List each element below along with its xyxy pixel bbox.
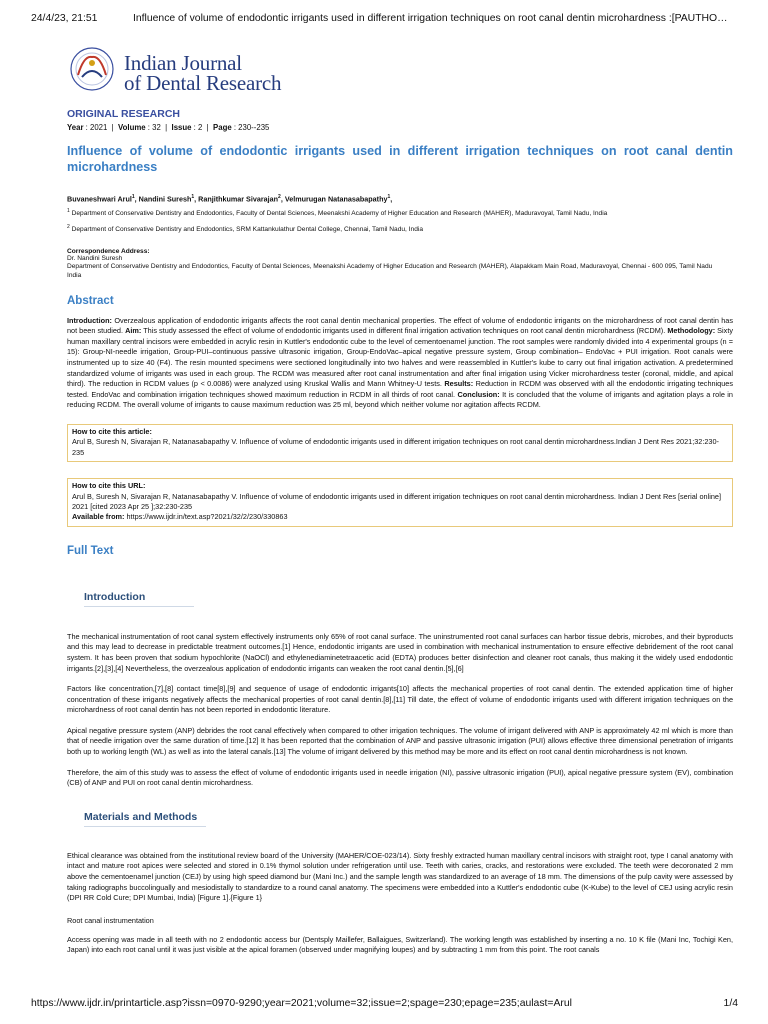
author-name[interactable]: Nandini Suresh xyxy=(138,194,192,204)
correspondence-address: Department of Conservative Dentistry and Endodontics, Faculty of Dental Sciences, Meenakshi Academy of Higher Education and Research (MAHER), Alapakkam Main Road, Maduravoyal, Chennai - 600 095, Tamil Nadu xyxy=(67,263,713,271)
abstract-conclusion: It is concluded that the volume of irrigants and agitation plays a role in reducing RCDM. The overall volume of irrigants to cause maximum reduction was 25 ml, beyond which neither volume nor agitation affects RCDM. xyxy=(67,389,733,410)
cite-url-text: Arul B, Suresh N, Sivarajan R, Natanasabapathy V. Influence of volume of endodontic irrigants used in different irrigation techniques on root canal dentin microhardness. Indian J Dent Res [serial online] 2021 [cited 2023 Apr 25 ];32:230-235 xyxy=(72,491,721,511)
affiliation-sup: 2 xyxy=(67,223,70,230)
page-label: Page xyxy=(213,123,232,132)
volume-value: 32 xyxy=(152,123,161,132)
available-link[interactable]: https://www.ijdr.in/text.asp?2021/32/2/230/330863 xyxy=(124,512,288,522)
intro-paragraph: Factors like concentration,[7],[8] contact time[8],[9] and sequence of usage of endodontic irrigants[10] affects the mechanical properties of root canal dentin. The extended application time of higher concentration of these irrigants negatively affects the mechanical properties of root canal dentin.[8],[11] Till date, the effect of volume of endodontic irrigants used with different irrigation techniques on the microhardness of root canal dentin has not been reported in endodontic literature. xyxy=(67,684,733,715)
logo-line-1: Indian Journal xyxy=(124,51,242,75)
affiliation-item xyxy=(67,206,733,219)
author-sup: 1 xyxy=(131,194,135,200)
correspondence-heading: Correspondence Address: xyxy=(67,247,150,255)
print-datetime: 24/4/23, 21:51 xyxy=(31,13,98,24)
author-name[interactable]: Buvaneshwari Arul xyxy=(67,194,132,204)
abstract-method-label: Methodology: xyxy=(667,326,716,336)
full-text-heading: Full Text xyxy=(67,544,114,557)
author-sup: 1 xyxy=(191,194,195,200)
page-url[interactable]: https://www.ijdr.in/printarticle.asp?issn=0970-9290;year=2021;volume=32;issue=2;spage=230;epage=235;aulast=Arul xyxy=(31,998,572,1009)
article-meta: Year : 2021 | Volume : 32 | Issue : 2 | Page : 230--235 xyxy=(67,123,270,132)
abstract-aim-label: Aim: xyxy=(125,326,142,336)
cite-url-heading: How to cite this URL: xyxy=(72,481,146,491)
article-content xyxy=(67,108,733,956)
journal-emblem-icon xyxy=(68,45,118,93)
page-number: 1/4 xyxy=(723,998,738,1009)
author-name[interactable]: Ranjithkumar Sivarajan xyxy=(198,194,279,204)
materials-paragraph: Access opening was made in all teeth with no 2 endodontic access bur (Dentsply Maillefer, Ballaigues, Switzerland). The working length was established by inserting a no. 10 K file (Mani Inc, Tochigi Ken, Japan) into each root canal until it was just visible at the apical foramen (observed under magnifying loupes) and by subtracting 1 mm from this point. The root canals xyxy=(67,934,733,955)
intro-paragraph: The mechanical instrumentation of root canal system effectively instruments only 65% of root canal surface. The uninstrumented root canal surfaces can harbor tissue debris, microbes, and their byproducts and this may lead to decrease in predictable treatment outcomes.[1] Hence, endodontic irrigants are used in combination with mechanical instrumentation to ensure effective debridement of the root canal system. It has been proven that sodium hypochlorite (NaOCl) and ethylenediaminetetraacetic acid (EDTA) produces better disinfection and cleaner root canals, thus making it the widely used endodontic irrigants.[2],[3],[4] Nevertheless, the overzealous application of endodontic irrigants can weaken the root canal dentin.[5],[6] xyxy=(67,631,733,673)
correspondence-name: Dr. Nandini Suresh xyxy=(67,254,123,262)
cite-url-box xyxy=(67,478,733,527)
introduction-heading: Introduction xyxy=(84,591,194,607)
article-title: Influence of volume of endodontic irrigants used in different irrigation techniques on root canal dentin microhardness xyxy=(67,144,733,174)
print-header xyxy=(31,13,746,24)
available-label: Available from: xyxy=(72,512,125,522)
abstract-results-label: Results: xyxy=(444,379,474,389)
author-sup: 2 xyxy=(278,194,281,200)
correspondence-country: India xyxy=(67,271,82,279)
logo-line-2: of Dental Research xyxy=(124,71,282,95)
intro-paragraph: Therefore, the aim of this study was to assess the effect of volume of endodontic irrigants used in needle irrigation (NI), passive ultrasonic irrigation (PUI), apical negative pressure system (EV), combination (CB) of ANP and PUI on root canal dentin microhardness. xyxy=(67,767,733,788)
affiliation-item xyxy=(67,222,733,235)
abstract-heading: Abstract xyxy=(67,294,114,307)
materials-subheading: Root canal instrumentation xyxy=(67,915,154,925)
page-value: 230--235 xyxy=(238,123,270,132)
author-sup: 1 xyxy=(387,194,391,200)
print-footer xyxy=(31,998,738,1009)
author-list: Buvaneshwari Arul$^1$, Nandini Suresh$^1$, Ranjithkumar Sivarajan$^2$, Velmurugan Natanasabapathy$^1$, xyxy=(67,194,393,204)
affiliation-text: Department of Conservative Dentistry and Endodontics, SRM Kattankulathur Dental College, Chennai, Tamil Nadu, India xyxy=(71,225,423,233)
author-name[interactable]: Velmurugan Natanasabapathy xyxy=(284,194,388,204)
cite-article-text: Arul B, Suresh N, Sivarajan R, Natanasabapathy V. Influence of volume of endodontic irrigants used in different irrigation techniques on root canal dentin microhardness.Indian J Dent Res 2021;32:230-235 xyxy=(72,437,719,457)
abstract-method: Sixty human maxillary central incisors were embedded in acrylic resin in Kuttler's endodontic cube to the level of cementoenamel junction. The root samples were randomly divided into 4 experimental groups (n = 15): Group-NI-needle irrigation, Group-PUI–continuous passive ultrasonic irrigation, Group-EndoVac–apical negative pressure system, Group combination– EndoVac + PUI irrigation. Root canals were instrumented up to size 40 (F4). The resin mounted specimens were sectioned longitudinally into two halves and were reassembled in Kuttler's kube to carry out final irrigation activation. A predetermined standardized volume of irrigants was used in each group. The RCDM was measured after root canal instrumentation and after final irrigation using Vicker microhardness tester (coronal, middle, and apical third). The reduction in RCDM values (p < 0.0086) were analyzed using Kruskal Wallis and Mann Whitney-U tests. xyxy=(67,326,733,389)
affiliations xyxy=(67,206,733,234)
abstract-intro: Overzealous application of endodontic irrigants affects the root canal dentin mechanical properties. The effect of volume of endodontic irrigants on the microhardness of root canal dentin has not been studied. xyxy=(67,315,733,336)
affiliation-text: Department of Conservative Dentistry and Endodontics, Faculty of Dental Sciences, Meenakshi Academy of Higher Education and Research (MAHER), Maduravoyal, Tamil Nadu, India xyxy=(71,210,608,218)
cite-article-box xyxy=(67,424,733,462)
affiliation-sup: 1 xyxy=(67,208,70,215)
issue-value: 2 xyxy=(197,123,203,132)
materials-heading: Materials and Methods xyxy=(84,811,206,827)
abstract-conclusion-label: Conclusion: xyxy=(457,389,500,399)
cite-available xyxy=(72,512,728,522)
volume-label: Volume xyxy=(118,123,146,132)
abstract-intro-label: Introduction: xyxy=(67,315,112,325)
abstract-aim: This study assessed the effect of volume of endodontic irrigants used in different final irrigation activation techniques on root canal dentin microhardness (RCDM). xyxy=(141,326,668,336)
year-label: Year xyxy=(67,123,84,132)
cite-article-heading: How to cite this article: xyxy=(72,426,152,436)
year-value: 2021 xyxy=(89,123,108,132)
journal-logo[interactable] xyxy=(68,43,308,95)
issue-label: Issue xyxy=(171,123,192,132)
article-section-label: ORIGINAL RESEARCH xyxy=(67,108,180,120)
abstract-body xyxy=(67,316,733,411)
print-doc-title: Influence of volume of endodontic irrigants used in different irrigation techniques on root canal dentin microhardness :[PAUTHO… xyxy=(133,13,728,24)
intro-paragraph: Apical negative pressure system (ANP) debrides the root canal effectively when compared to other irrigation techniques. The volume of irrigant delivered with ANP is approximately 42 ml which is more than that of needle irrigation over the same duration of time.[12] It has been reported that the combination of ANP and passive ultrasonic irrigation (PUI) allows effective three dimensional penetration of irrigants both up to working length (WL) as well as into the lateral canals.[13] The volume of irrigant delivered by this method may be more and its effect on root canal dentin microhardness is not known. xyxy=(67,725,733,757)
materials-paragraph: Ethical clearance was obtained from the institutional review board of the University (MAHER/COE-023/14). Sixty freshly extracted human maxillary central incisors with straight root, type I canal anatomy with intact and mature root apices were selected and stored in 0.1% thymol solution under refrigeration until use. Teeth with caries, cracks, and restorations were excluded. The teeth were decoronated 2 mm above the cementoenamel junction (CEJ) by using high speed diamond bur (Mani Inc.) and the sample length was standardized to an average of 18 mm. The dimensions of the pulp cavity were assessed by taking radiographs buccolingually and mesiodistally to standardize to a round canal anatomy. The specimens were embedded into a Kuttler's endodontic cube (K-Kube) to the level of CEJ using acrylic resin (DPI RR Cold Cure; DPI Mumbai, India) [Figure 1].{Figure 1} xyxy=(67,850,733,903)
abstract-results: Reduction in RCDM was observed with all the endodontic irrigating techniques tested. EndoVac and combination irrigation techniques showed maximum reduction in RCDM in all thirds of root canal. xyxy=(67,379,733,399)
